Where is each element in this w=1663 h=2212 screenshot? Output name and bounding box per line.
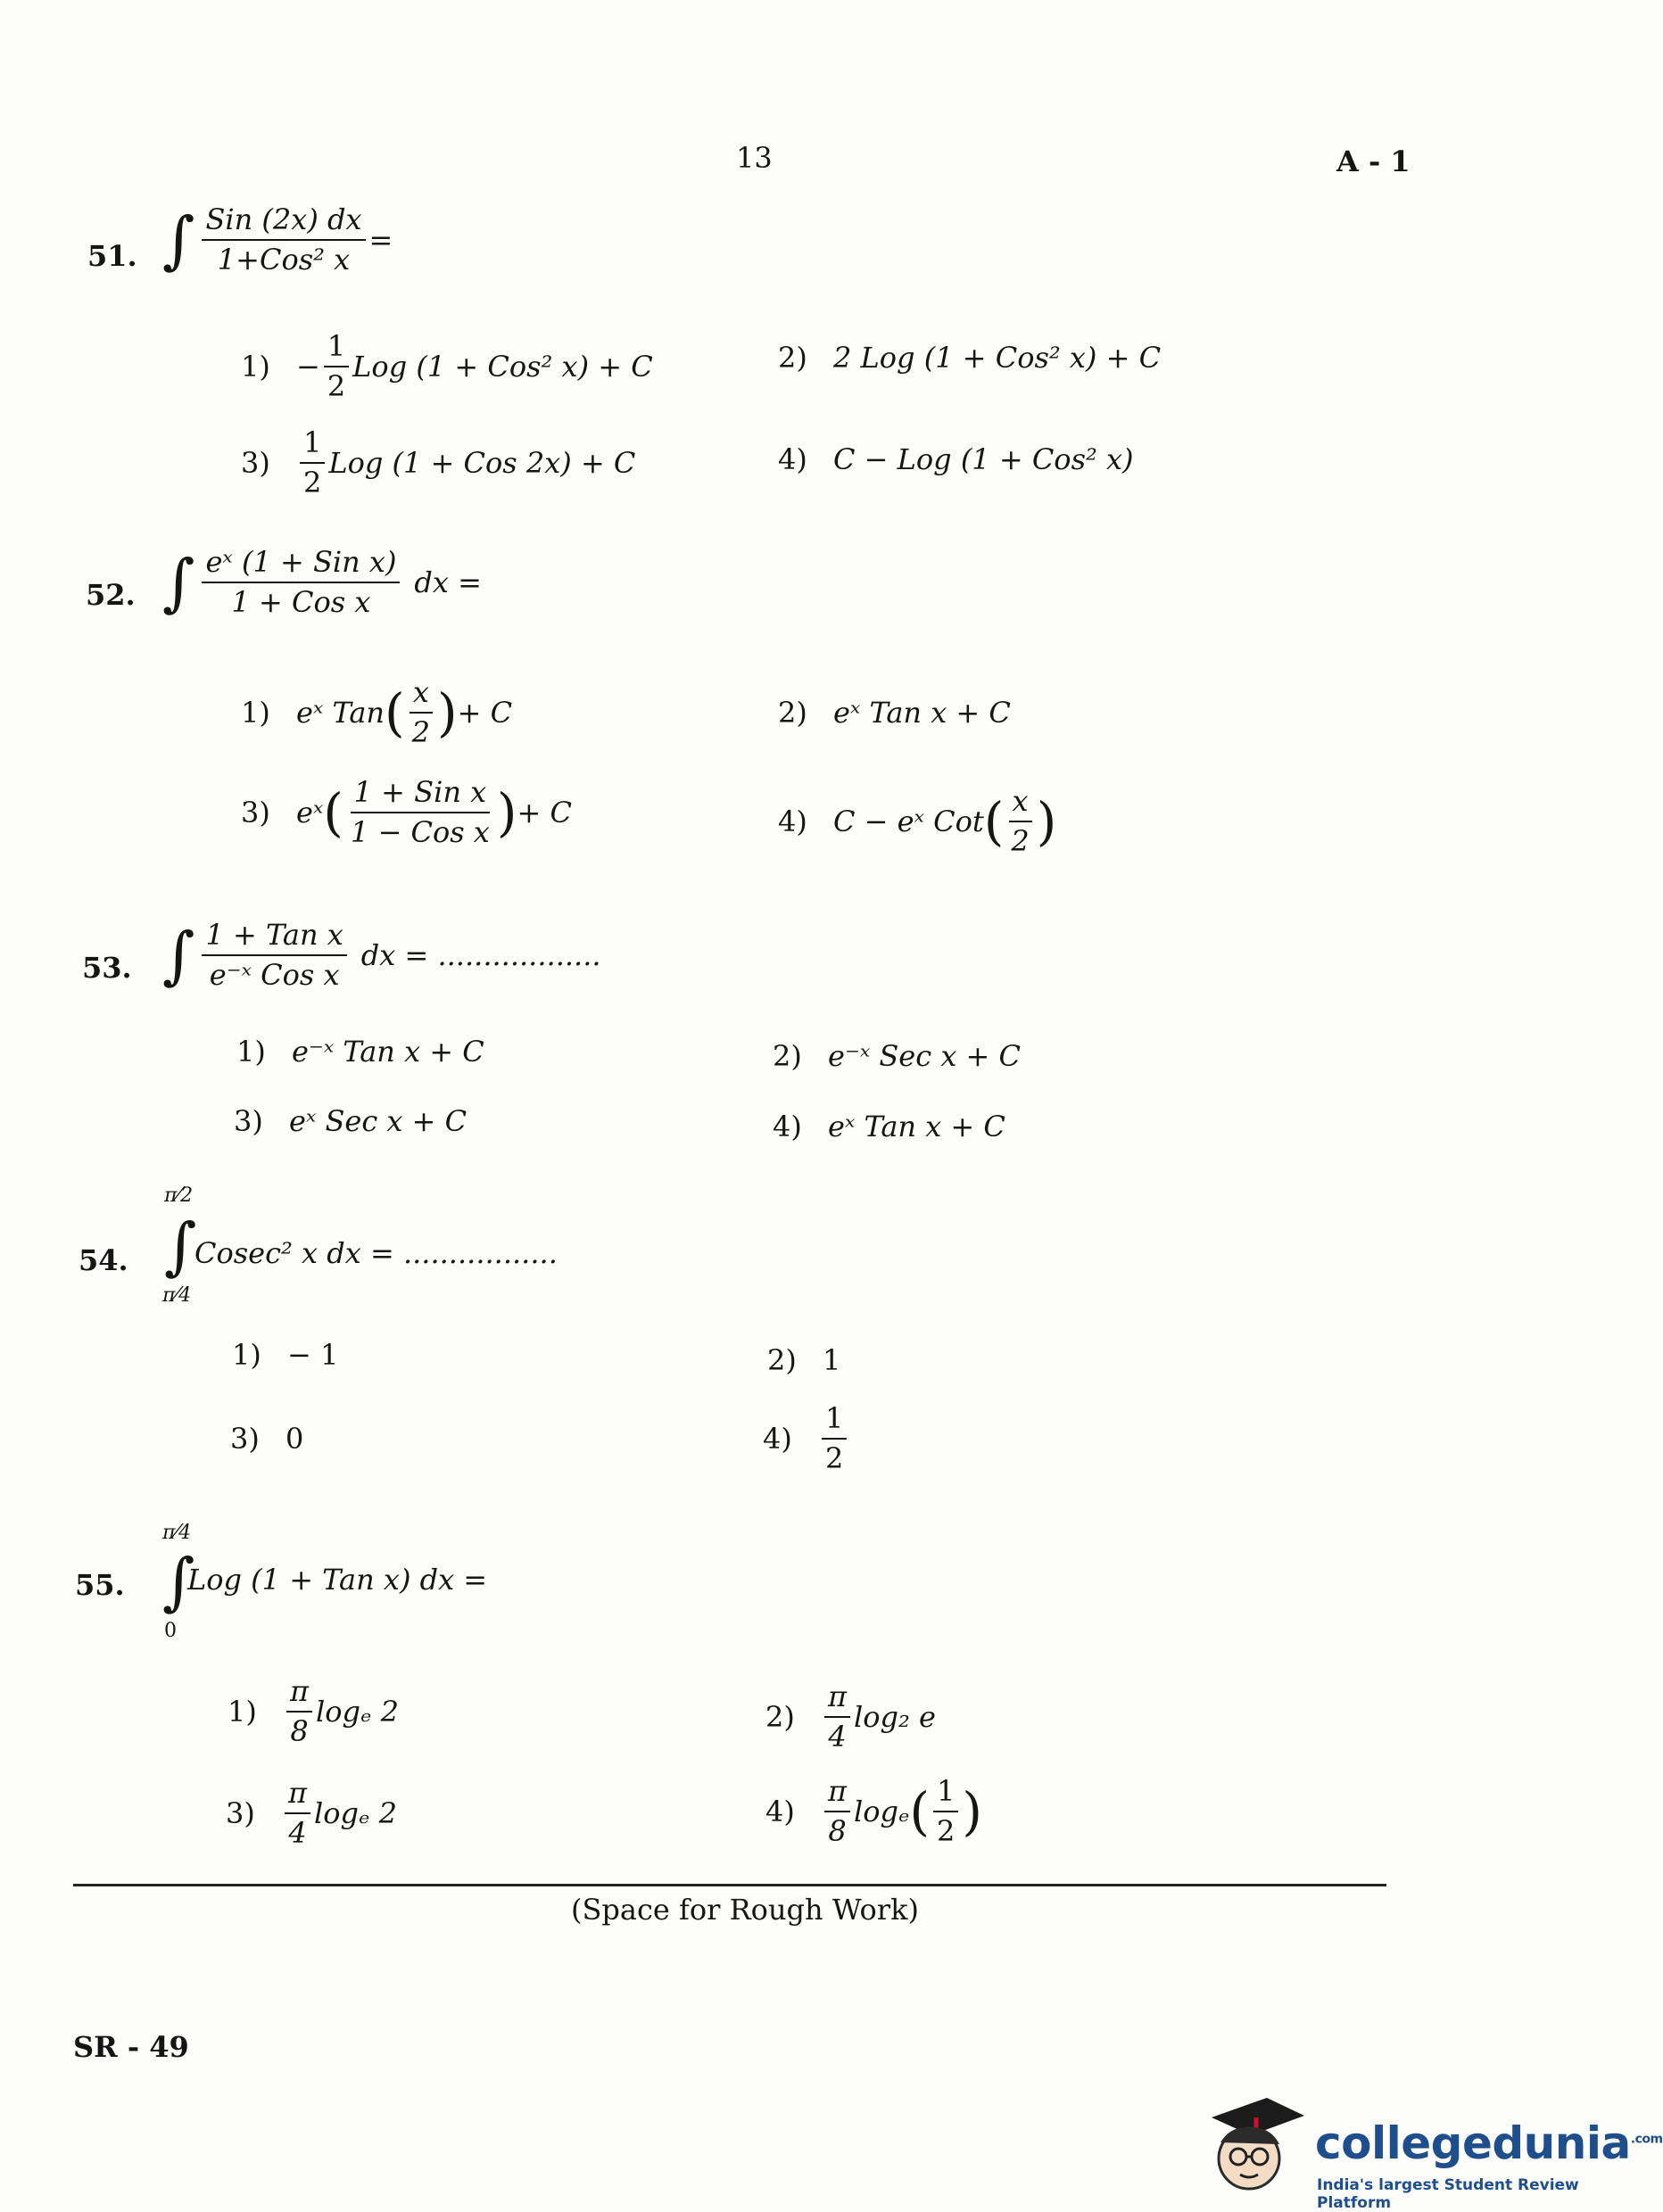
page-number: 13: [736, 141, 773, 175]
q54-option-3[interactable]: 3) 0: [230, 1422, 304, 1456]
q52-option-1[interactable]: 1) eˣ Tan ( $\frac{x}{2}$ ) + C: [241, 675, 513, 749]
collegedunia-mascot-icon: [1204, 2098, 1311, 2196]
q53-option-4[interactable]: 4) eˣ Tan x + C: [773, 1110, 1005, 1143]
lower-limit: π⁄4: [162, 1284, 192, 1307]
question-52-expression: ∫ $\frac{\text{eˣ (1 + Sin x)}}{\text{1 + Cos x}}$ dx =: [162, 545, 482, 619]
q55-option-1[interactable]: 1) $\frac{\pi}{8}$ logₑ 2: [228, 1674, 399, 1748]
q53-option-2[interactable]: 2) e⁻ˣ Sec x + C: [773, 1039, 1021, 1073]
q51-option-1[interactable]: 1) − $\frac{1}{2}$ Log (1 + Cos² x) + C: [241, 329, 653, 403]
q55-option-3[interactable]: 3) $\frac{\pi}{4}$ logₑ 2: [226, 1776, 397, 1850]
q55-option-2[interactable]: 2) $\frac{\pi}{4}$ log₂ e: [765, 1680, 936, 1754]
sr-code: SR - 49: [73, 2030, 189, 2064]
paper-code: A - 1: [1336, 144, 1411, 178]
q52-option-4[interactable]: 4) C − eˣ Cot ( $\frac{x}{2}$ ): [778, 784, 1057, 858]
integral-sign: ∫: [162, 918, 195, 992]
question-51-expression: ∫ $\frac{\text{Sin (2x) dx}}{\text{1+Cos² x}}$ =: [162, 202, 393, 276]
upper-limit: π⁄2: [164, 1184, 194, 1207]
q54-option-4[interactable]: 4) $\frac{1}{2}$: [763, 1402, 850, 1475]
definite-integral-54: [162, 1184, 198, 1309]
q54-option-1[interactable]: 1) − 1: [232, 1338, 339, 1372]
lower-limit: 0: [164, 1620, 177, 1642]
q53-option-3[interactable]: 3) eˣ Sec x + C: [234, 1104, 467, 1138]
q52-option-3[interactable]: 3) eˣ ( $\frac{\text{1 + Sin x}}{\text{1 − Cos x}}$ ) + C: [241, 775, 572, 849]
q52-option-2[interactable]: 2) eˣ Tan x + C: [778, 696, 1011, 730]
question-55-expression: Log (1 + Tan x) dx =: [187, 1563, 488, 1597]
integral-sign: ∫: [162, 1545, 195, 1618]
question-number-52: 52.: [86, 578, 136, 612]
upper-limit: π⁄4: [162, 1522, 192, 1544]
question-number-55: 55.: [75, 1568, 125, 1602]
question-53-expression: ∫ $\frac{\text{1 + Tan x}}{\text{e⁻ˣ Cos x}}$ dx = ..................: [162, 918, 601, 992]
integral-sign: ∫: [162, 545, 195, 619]
q51-option-3[interactable]: 3) $\frac{1}{2}$ Log (1 + Cos 2x) + C: [241, 425, 636, 499]
question-54-expression: Cosec² x dx = .................: [194, 1236, 558, 1270]
collegedunia-tagline: India's largest Student Review Platform: [1317, 2176, 1579, 2212]
integral-sign: ∫: [164, 1209, 197, 1283]
integrand-fraction: $\frac{\text{Sin (2x) dx}}{\text{1+Cos² x}}$: [202, 203, 365, 276]
question-number-53: 53.: [82, 951, 132, 985]
q54-option-2[interactable]: 2) 1: [767, 1343, 841, 1377]
q51-option-4[interactable]: 4) C − Log (1 + Cos² x): [778, 442, 1134, 476]
rough-work-label: (Space for Rough Work): [571, 1893, 919, 1927]
q51-option-2[interactable]: 2) 2 Log (1 + Cos² x) + C: [778, 341, 1162, 375]
collegedunia-logo-text: collegedunia$^{.com}$: [1315, 2117, 1663, 2169]
integral-sign: ∫: [162, 202, 195, 276]
horizontal-rule: [73, 1884, 1386, 1886]
q55-option-4[interactable]: 4) $\frac{\pi}{8}$ logₑ ( $\frac{1}{2}$ ): [765, 1774, 983, 1848]
question-number-51: 51.: [87, 239, 137, 273]
q53-option-1[interactable]: 1) e⁻ˣ Tan x + C: [236, 1035, 484, 1069]
question-number-54: 54.: [79, 1243, 128, 1277]
